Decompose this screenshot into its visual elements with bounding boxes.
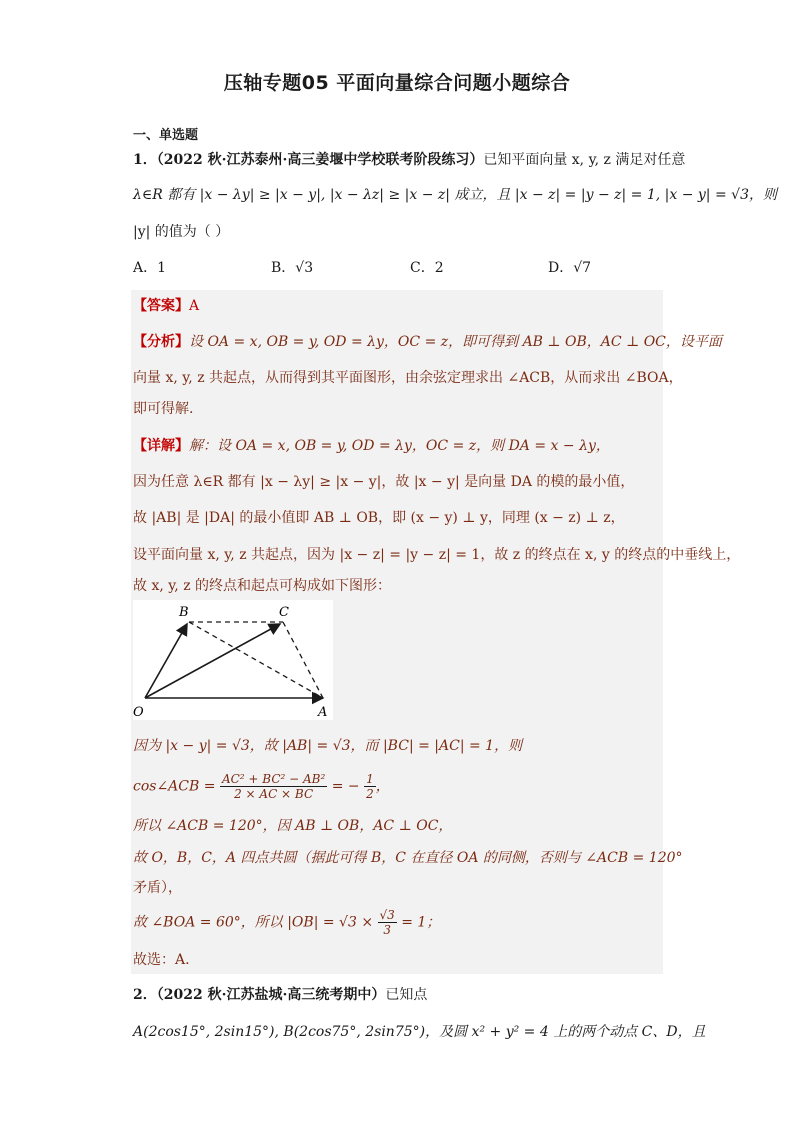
option-b: B．√3 xyxy=(271,260,314,276)
detail-line-5: 故 x, y, z 的终点和起点可构成如下图形： xyxy=(133,578,392,594)
cosine-equation: cos∠ACB = $\frac{\text{AC² + BC² − AB²}}{2 \times AC \times BC}$ = − $\frac{1}{2}$ ， xyxy=(133,772,390,801)
question-1-source: 1．（2022 秋·江苏泰州·高三姜堰中学校联考阶段练习） xyxy=(133,152,484,168)
detail-line-1: 【详解】解：设 OA = x, OB = y, OD = λy，OC = z，则 DA = x − λy， xyxy=(133,438,610,454)
detail-line-9: 故 O，B，C，A 四点共圆（据此可得 B，C 在直径 OA 的同侧，否则与 ∠ACB = 120° xyxy=(133,850,683,866)
analysis-line-1: 【分析】设 OA = x, OB = y, OD = λy，OC = z，即可得到 AB ⊥ OB，AC ⊥ OC，设平面 xyxy=(133,334,722,350)
geometry-figure xyxy=(133,600,333,720)
question-1-line-2: λ∈R 都有 |x − λy| ≥ |x − y|, |x − λz| ≥ |x − z| 成立，且 |x − z| = |y − z| = 1, |x − y| = √3，则 xyxy=(133,187,777,203)
segment-ba xyxy=(189,622,323,698)
question-1-options xyxy=(133,258,673,278)
page-title: 压轴专题05 平面向量综合问题小题综合 xyxy=(223,72,571,94)
label-o: O xyxy=(133,705,144,720)
detail-line-4: 设平面向量 x, y, z 共起点，因为 |x − z| = |y − z| = 1，故 z 的终点在 x, y 的终点的中垂线上， xyxy=(133,547,741,563)
answer-value: A xyxy=(189,298,200,314)
answer-label: 【答案】 xyxy=(133,298,189,314)
question-2-stem: 已知点 xyxy=(385,987,428,1003)
question-2-source: 2．（2022 秋·江苏盐城·高三统考期中） xyxy=(133,987,386,1003)
option-a: A．1 xyxy=(133,260,167,276)
option-c: C．2 xyxy=(410,260,444,276)
label-c: C xyxy=(279,605,289,620)
question-1-line-3: |y| 的值为（ ） xyxy=(133,224,230,240)
section-heading: 一、单选题 xyxy=(133,128,199,143)
sqrt3-over-3-fraction: $\frac{√3}{3}$ xyxy=(379,908,395,937)
final-choice: 故选：A. xyxy=(133,952,190,968)
option-d: D．√7 xyxy=(548,260,592,276)
detail-line-8: 所以 ∠ACB = 120°，因 AB ⊥ OB，AC ⊥ OC， xyxy=(133,818,453,834)
segment-ca xyxy=(283,622,323,698)
half-fraction: $\frac{1}{2}$ xyxy=(366,772,374,801)
question-2-line-2: A(2cos15°, 2sin15°), B(2cos75°, 2sin75°)，及圆 x² + y² = 4 上的两个动点 C、D，且 xyxy=(133,1024,706,1040)
cosine-fraction: $\frac{\text{AC² + BC² − AB²}}{2 \times AC \times BC}$ xyxy=(221,772,326,801)
detail-line-11: 故 ∠BOA = 60°，所以 |OB| = √3 × $\frac{√3}{3}$ = 1； xyxy=(133,908,441,937)
detail-line-3: 故 |AB| 是 |DA| 的最小值即 AB ⊥ OB，即 (x − y) ⊥ y，同理 (x − z) ⊥ z， xyxy=(133,510,625,526)
question-1-line-1 xyxy=(133,150,685,170)
label-b: B xyxy=(179,605,189,620)
label-a: A xyxy=(318,705,328,720)
detail-line-2: 因为任意 λ∈R 都有 |x − λy| ≥ |x − y|，故 |x − y| 是向量 DA 的模的最小值， xyxy=(133,474,635,490)
analysis-line-3: 即可得解. xyxy=(133,401,194,417)
question-2-line-1 xyxy=(133,985,427,1005)
quadrilateral-diagram xyxy=(133,600,333,720)
detail-line-10: 矛盾）， xyxy=(133,880,182,896)
analysis-line-2: 向量 x, y, z 共起点，从而得到其平面图形，由余弦定理求出 ∠ACB，从而求出 ∠BOA， xyxy=(133,370,683,386)
detail-label: 【详解】 xyxy=(133,438,189,454)
answer-line xyxy=(133,296,199,316)
detail-line-6: 因为 |x − y| = √3，故 |AB| = √3，而 |BC| = |AC| = 1，则 xyxy=(133,738,523,754)
question-1-stem: 已知平面向量 x, y, z 满足对任意 xyxy=(483,152,686,168)
analysis-label: 【分析】 xyxy=(133,334,189,350)
